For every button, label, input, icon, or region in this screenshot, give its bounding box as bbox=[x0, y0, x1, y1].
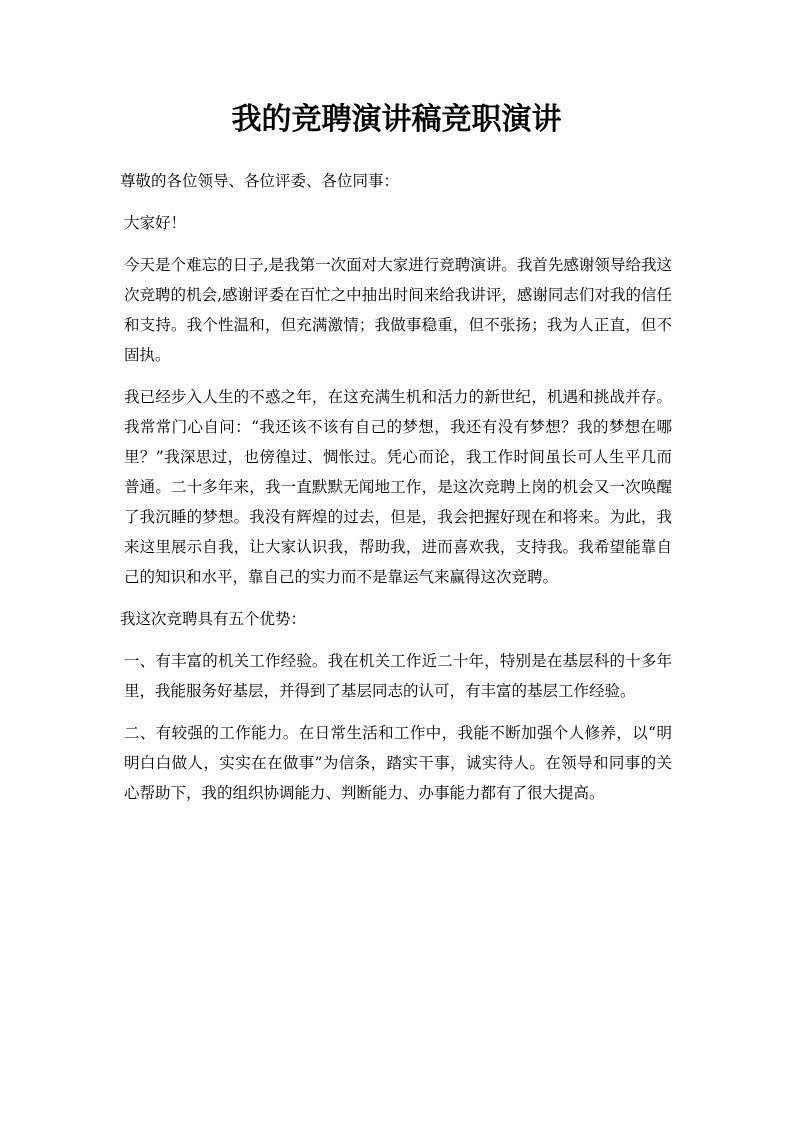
document-title: 我的竞聘演讲稿竞职演讲 bbox=[231, 102, 562, 137]
body-paragraph: 我已经步入人生的不惑之年，在这充满生机和活力的新世纪，机遇和挑战并存。我常常门心自问：“我还该不该有自己的梦想，我还有没有梦想？我的梦想在哪里？”我深思过，也傍徨过、惆怅过。凭心而论，我工作时间虽长可人生平几而普通。二十多年来，我一直默默无闻地工作，是这次竞聘上岗的机会又一次唤醒了我沉睡的梦想。我没有辉煌的过去，但是，我会把握好现在和将来。为此，我来这里展示自我，让大家认识我，帮助我，进而喜欢我，支持我。我希望能靠自己的知识和水平，靠自己的实力而不是靠运气来赢得这次竞聘。 bbox=[124, 388, 672, 586]
document-body bbox=[120, 166, 672, 820]
body-paragraph: 今天是个难忘的日子,是我第一次面对大家进行竞聘演讲。我首先感谢领导给我这次竞聘的机会,感谢评委在百忙之中抽出时间来给我讲评，感谢同志们对我的信任和支持。我个性温和，但充满激情；我做事稳重，但不张扬；我为人正直，但不固执。 bbox=[124, 256, 672, 364]
advantage-item-paragraph: 二、有较强的工作能力。在日常生活和工作中，我能不断加强个人修养，以“明明白白做人，实实在在做事”为信条，踏实干事，诚实待人。在领导和同事的关心帮助下，我的组织协调能力、判断能力、办事能力都有了很大提高。 bbox=[124, 724, 672, 802]
advantages-intro-paragraph: 我这次竞聘具有五个优势： bbox=[120, 610, 307, 628]
greeting-paragraph: 大家好！ bbox=[124, 214, 187, 232]
advantage-item-paragraph: 一、有丰富的机关工作经验。我在机关工作近二十年，特别是在基层科的十多年里，我能服务好基层，并得到了基层同志的认可，有丰富的基层工作经验。 bbox=[124, 652, 672, 700]
salutation-paragraph: 尊敬的各位领导、各位评委、各位同事： bbox=[120, 172, 400, 190]
